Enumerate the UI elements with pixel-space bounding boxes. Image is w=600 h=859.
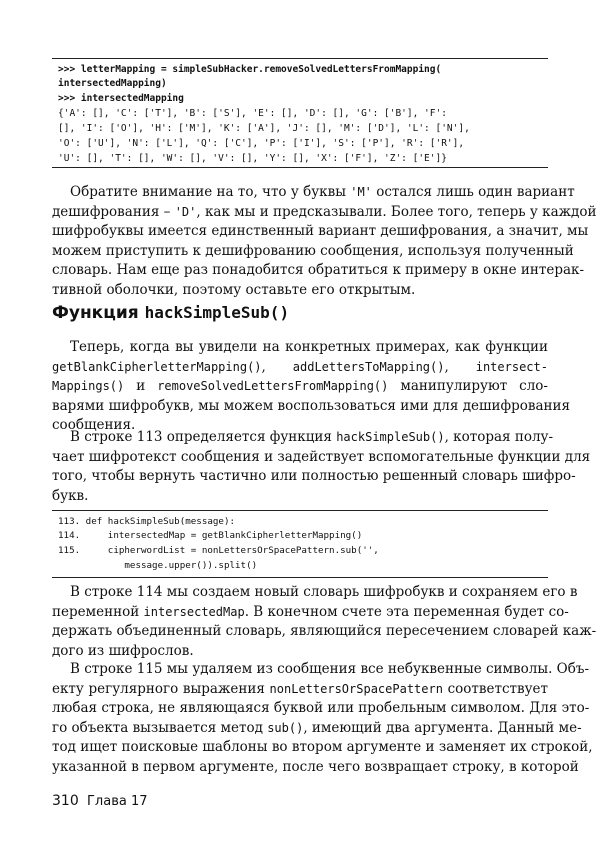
source-code-block [52,510,548,578]
text-line: варями шифробукв, мы можем воспользоваться ими для дешифрования [52,397,571,414]
paragraph [52,338,571,436]
paragraph [52,583,597,661]
code-line: 115. cipherwordList = nonLettersOrSpacePattern.sub('', [58,545,379,556]
code-line: 113. def hackSimpleSub(message): [58,516,236,527]
paragraph [52,183,597,300]
code-line: intersectedMapping) [58,78,167,89]
text-line: го объекта вызывается метод sub(), имеющий два аргумента. Данный ме- [52,719,582,736]
text-line: дого из шифрослов. [52,642,194,659]
code-output-line: 'U': [], 'T': [], 'W': [], 'V': [], 'Y': [], 'X': ['F'], 'Z': ['E']} [58,153,447,164]
code-line: >>> letterMapping = simpleSubHacker.removeSolvedLettersFromMapping( [58,64,442,75]
text-line: Теперь, когда вы увидели на конкретных примерах, как функции [70,339,548,355]
text-line: букв. [52,487,89,504]
text-line: того, чтобы вернуть частично или полностью решенный словарь шифро- [52,468,576,484]
text-line: тод ищет поисковые шаблоны во втором аргументе и заменяет их строкой, [52,739,593,755]
text-line: держать объединенный словарь, являющийся пересечением словарей каж- [52,623,597,639]
text-line: словарь. Нам еще раз понадобится обратиться к примеру в окне интерак- [52,262,585,278]
text-line: тивной оболочки, поэтому оставьте его открытым. [52,281,416,298]
page-number: 310 [52,793,79,809]
code-line: message.upper()).split() [58,560,258,571]
code-output-line: [], 'I': ['O'], 'H': ['M'], 'K': ['A'], 'J': [], 'M': ['D'], 'L': ['N'], [58,123,470,134]
paragraph [52,660,593,777]
text-line: чает шифротекст сообщения и задействует вспомогательные функции для [52,448,591,465]
paragraph [52,428,591,506]
text-line: В строке 115 мы удаляем из сообщения все небуквенные символы. Объ- [70,661,590,677]
page-footer [52,793,148,809]
text-line: дешифрования – 'D', как мы и предсказывали. Более того, теперь у каждой [52,203,597,220]
text-line: можем приступить к дешифрованию сообщения, используя полученный [52,242,574,259]
text-line: екту регулярного выражения nonLettersOrSpacePattern соответствует [52,680,548,697]
text-line: getBlankCipherletterMapping(), addLettersToMapping(), intersect- [52,358,548,375]
text-line: любая строка, не являющаяся буквой или пробельным символом. Для это- [52,700,590,716]
text-line: В строке 113 определяется функция hackSimpleSub(), которая полу- [70,429,554,445]
section-heading: Функция hackSimpleSub() [52,303,290,323]
text-line: Обратите внимание на то, что у буквы 'M' остался лишь один вариант [70,184,575,200]
code-output-line: {'A': [], 'C': ['T'], 'B': ['S'], 'E': [], 'D': [], 'G': ['B'], 'F': [58,108,447,119]
code-output-line: 'O': ['U'], 'N': ['L'], 'Q': ['C'], 'P': ['I'], 'S': ['P'], 'R': ['R'], [58,138,465,149]
text-line: Mappings() и removeSolvedLettersFromMapping() манипулируют сло- [52,378,548,394]
text-line: указанной в первом аргументе, после чего возвращает строку, в которой [52,758,579,775]
code-line: >>> intersectedMapping [58,93,184,104]
text-line: сообщения. [52,417,136,433]
text-line: переменной intersectedMap. В конечном счете эта переменная будет со- [52,603,569,620]
chapter-label: Глава 17 [87,794,148,809]
code-line: 114. intersectedMap = getBlankCipherletterMapping() [58,530,363,541]
text-line: шифробуквы имеется единственный вариант дешифрования, а значит, мы [52,223,589,239]
text-line: В строке 114 мы создаем новый словарь шифробукв и сохраняем его в [70,584,578,600]
interactive-shell-code-block [52,58,548,168]
